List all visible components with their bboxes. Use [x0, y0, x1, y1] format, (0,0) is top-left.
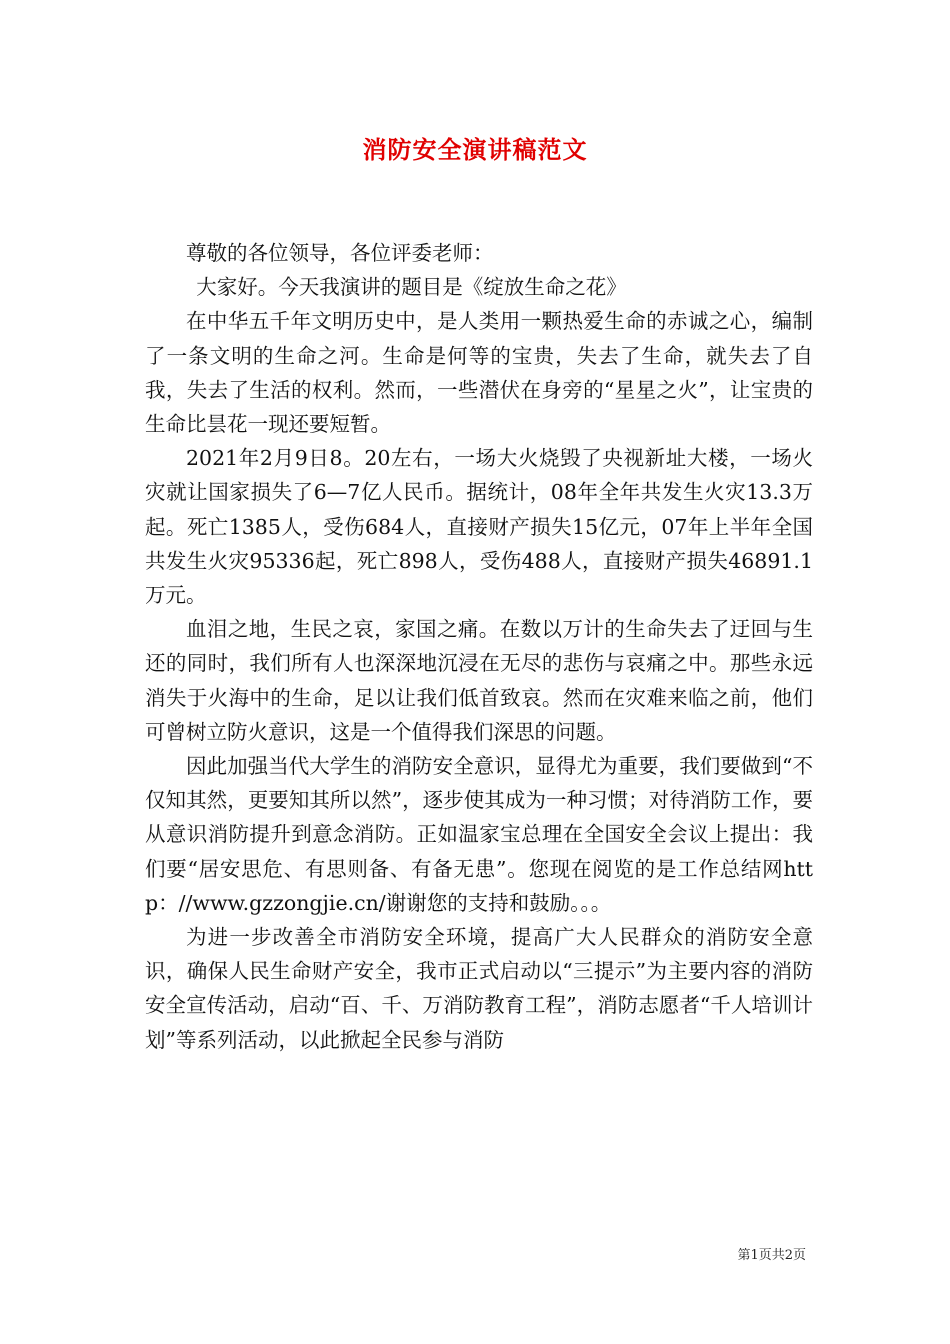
document-title: 消防安全演讲稿范文 — [362, 135, 588, 164]
paragraph-greeting: 大家好。今天我演讲的题目是《绽放生命之花》 — [196, 275, 627, 300]
paragraph-mourning: 血泪之地，生民之哀，家国之痛。在数以万计的生命失去了迂回与生还的同时，我们所有人也深深地沉浸在无尽的悲伤与哀痛之中。那些永远消失于火海中的生命，足以让我们低首致哀。然而在灾难来临之前，他们可曾树立防火意识，这是一个值得我们深思的问题。 — [145, 617, 813, 744]
paragraph-awareness: 因此加强当代大学生的消防安全意识，显得尤为重要，我们要做到“不仅知其然，更要知其所以然”，逐步使其成为一种习惯；对待消防工作，要从意识消防提升到意念消防。正如温家宝总理在全国安全会议上提出：我们要“居安思危、有思则备、有备无患”。您现在阅览的是工作总结网http：//www.gzzongjie.cn/谢谢您的支持和鼓励。。。 — [145, 754, 813, 915]
paragraph-history: 在中华五千年文明历史中，是人类用一颗热爱生命的赤诚之心，编制了一条文明的生命之河。生命是何等的宝贵，失去了生命，就失去了自我，失去了生活的权利。然而，一些潜伏在身旁的“星星之火”，让宝贵的生命比昙花一现还要短暂。 — [145, 309, 813, 437]
paragraph-campaign: 为进一步改善全市消防安全环境，提高广大人民群众的消防安全意识，确保人民生命财产安全，我市正式启动以“三提示”为主要内容的消防安全宣传活动，启动“百、千、万消防教育工程”，消防志愿者“千人培训计划”等系列活动，以此掀起全民参与消防 — [145, 925, 813, 1052]
page-indicator: 第1页共2页 — [737, 1248, 806, 1263]
paragraph-statistics: 2021年2月9日8。20左右，一场大火烧毁了央视新址大楼，一场火灾就让国家损失了6—7亿人民币。据统计，08年全年共发生火灾13.3万起。死亡1385人，受伤684人，直接财产损失15亿元，07年上半年全国共发生火灾95336起，死亡898人，受伤488人，直接财产损失46891.1万元。 — [145, 446, 813, 608]
salutation: 尊敬的各位领导，各位评委老师： — [186, 241, 494, 265]
document-body — [145, 236, 813, 1057]
